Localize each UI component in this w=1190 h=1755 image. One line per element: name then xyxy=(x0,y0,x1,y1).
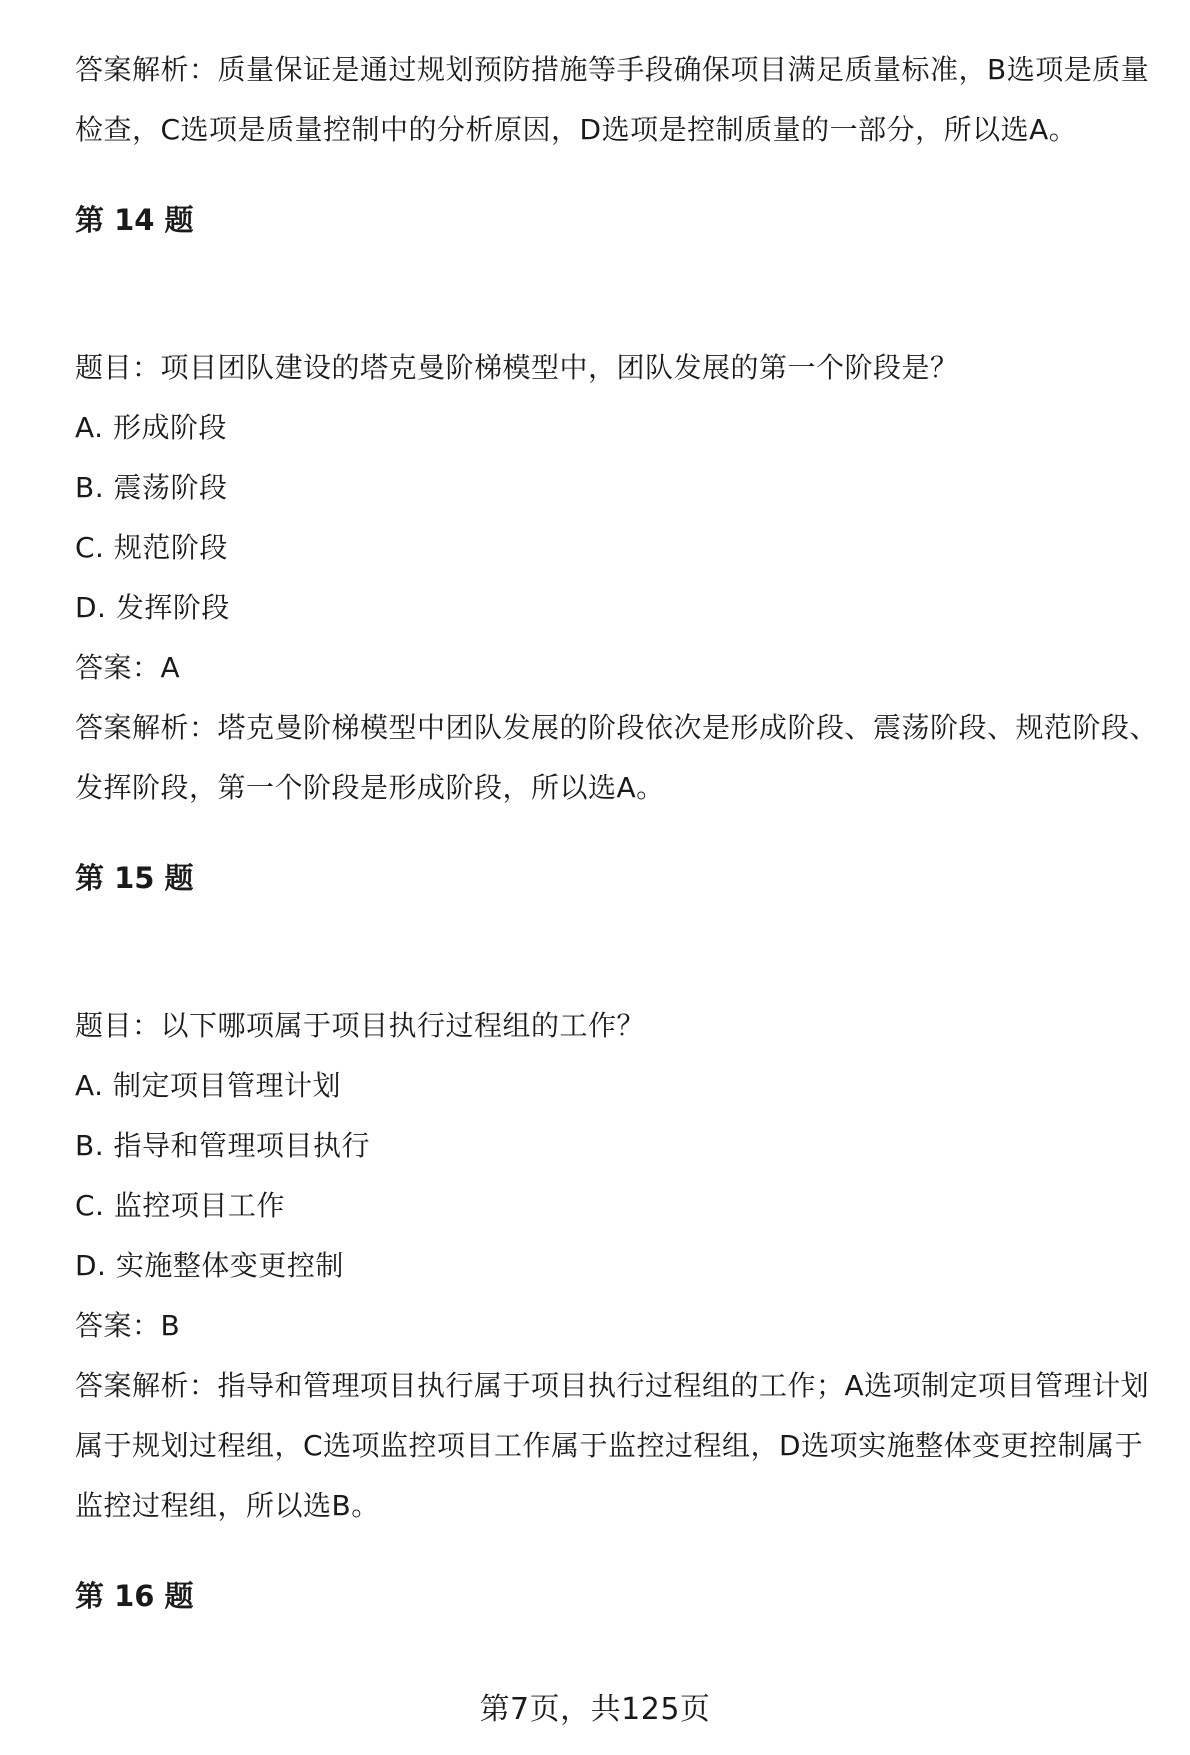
q15-option-b: B. 指导和管理项目执行 xyxy=(75,1129,371,1162)
q13-explanation: 答案解析：质量保证是通过规划预防措施等手段确保项目满足质量标准，B选项是质量检查，C选项是质量控制中的分析原因，D选项是控制质量的一部分，所以选A。 xyxy=(75,53,1150,146)
q15-option-a: A. 制定项目管理计划 xyxy=(75,1069,341,1102)
q15-stem: 题目：以下哪项属于项目执行过程组的工作？ xyxy=(75,1009,646,1042)
q14-answer: 答案：A xyxy=(75,651,181,684)
document-page xyxy=(75,40,1165,1626)
page-number-footer: 第7页，共125页 xyxy=(479,1692,711,1727)
q14-option-a: A. 形成阶段 xyxy=(75,411,227,444)
q15-answer: 答案：B xyxy=(75,1309,181,1342)
q14-stem: 题目：项目团队建设的塔克曼阶梯模型中，团队发展的第一个阶段是？ xyxy=(75,351,959,384)
q15-option-c: C. 监控项目工作 xyxy=(75,1189,285,1222)
q14-option-b: B. 震荡阶段 xyxy=(75,471,228,504)
q14-heading: 第 14 题 xyxy=(75,203,194,237)
q14-explanation: 答案解析：塔克曼阶梯模型中团队发展的阶段依次是形成阶段、震荡阶段、规范阶段、发挥阶段，第一个阶段是形成阶段，所以选A。 xyxy=(75,711,1159,804)
q16-heading: 第 16 题 xyxy=(75,1579,194,1613)
q15-option-d: D. 实施整体变更控制 xyxy=(75,1249,344,1282)
q15-heading: 第 15 题 xyxy=(75,861,194,895)
q15-explanation: 答案解析：指导和管理项目执行属于项目执行过程组的工作；A选项制定项目管理计划属于规划过程组，C选项监控项目工作属于监控过程组，D选项实施整体变更控制属于监控过程组，所以选B。 xyxy=(75,1369,1150,1522)
q14-option-d: D. 发挥阶段 xyxy=(75,591,230,624)
q14-option-c: C. 规范阶段 xyxy=(75,531,228,564)
